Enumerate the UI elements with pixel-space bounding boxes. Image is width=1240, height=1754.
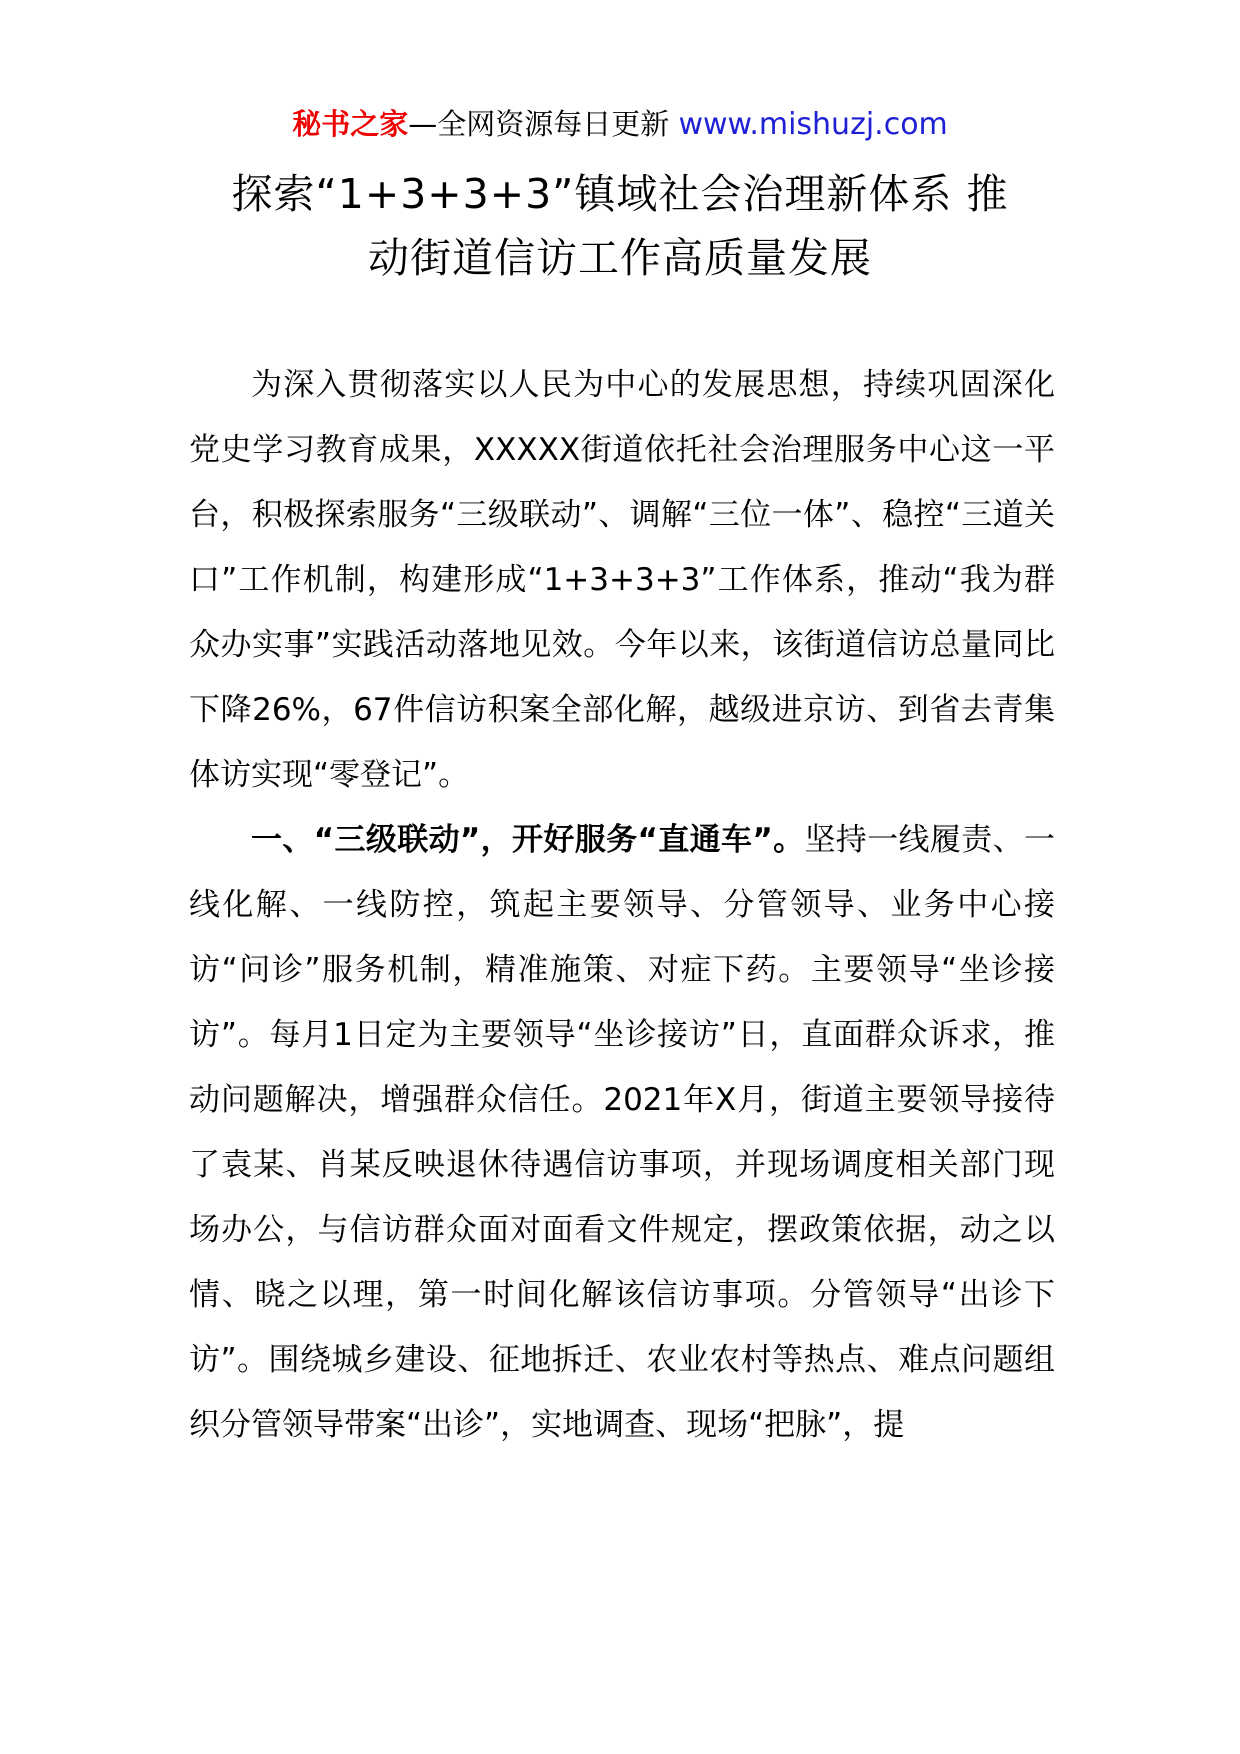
document-title-line-1: 探索“1+3+3+3”镇域社会治理新体系 推	[231, 170, 1009, 218]
document-title-line-2: 动街道信访工作高质量发展	[368, 234, 872, 282]
body-paragraph-intro: 为深入贯彻落实以人民为中心的发展思想，持续巩固深化党史学习教育成果，XXXXX街道依托社会治理服务中心这一平台，积极探索服务“三级联动”、调解“三位一体”、稳控“三道关口”工作机制，构建形成“1+3+3+3”工作体系，推动“我为群众办实事”实践活动落地见效。今年以来，该街道信访总量同比下降26%，67件信访积案全部化解，越级进京访、到省去青集体访实现“零登记”。	[189, 367, 1055, 793]
site-header	[0, 104, 1240, 145]
site-name: 秘书之家	[292, 107, 409, 141]
body-paragraph-section-1	[189, 808, 1055, 1458]
section-1-heading: 一、“三级联动”，开好服务“直通车”。	[251, 822, 805, 858]
section-1-text: 坚持一线履责、一线化解、一线防控，筑起主要领导、分管领导、业务中心接访“问诊”服务机制，精准施策、对症下药。主要领导“坐诊接访”。每月1日定为主要领导“坐诊接访”日，直面群众诉求，推动问题解决，增强群众信任。2021年X月，街道主要领导接待了袁某、肖某反映退休待遇信访事项，并现场调度相关部门现场办公，与信访群众面对面看文件规定，摆政策依据，动之以情、晓之以理，第一时间化解该信访事项。分管领导“出诊下访”。围绕城乡建设、征地拆迁、农业农村等热点、难点问题组织分管领导带案“出诊”，实地调查、现场“把脉”，提	[189, 822, 1055, 1443]
document-body	[189, 353, 1055, 1458]
site-url-link[interactable]: www.mishuzj.com	[678, 107, 948, 142]
site-slogan: —全网资源每日更新	[408, 107, 679, 141]
document-title	[150, 162, 1090, 290]
